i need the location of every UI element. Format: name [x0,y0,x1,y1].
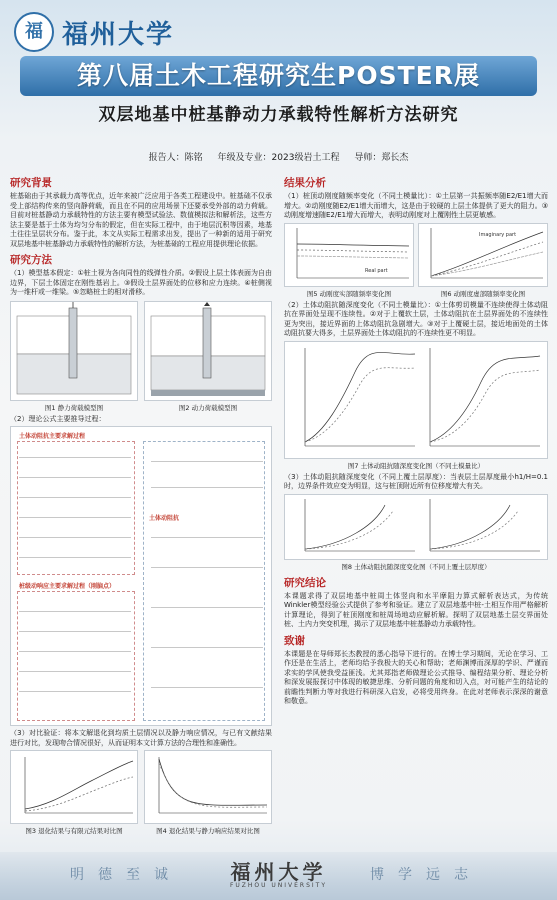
university-name: 福州大学 [62,20,175,50]
fig4-plot [145,751,271,823]
fig3-caption: 图3 退化结果与有限元结果对比图 [25,827,123,835]
section-method-title: 研究方法 [10,254,52,266]
fig6-plot [419,224,547,286]
thanks-text: 本课题是在导师郑长杰教授的悉心指导下进行的。在博士学习期间，无论在学习、工作还是在生活上，老师均给予我极大的关心和帮助；老师渊博而深厚的学识、严谨而求实的学风使我受益匪浅。尤其郑指老师做理论公式推导、编程结果分析、理论分析和深发展报探讨中体现的敏捷思维、分析问题的角度和切入点，对可能产生的结论的前瞻性判断力等对我进行科研深入启发，必将受用终身。在此对老师表示深深的谢意和敬意。 [284,649,548,705]
dynamic-model-drawing [145,302,271,400]
fig3-block [10,750,138,835]
validation-figures [10,750,272,835]
fig2-block [144,301,272,412]
fig6-block [418,223,548,298]
university-logo: 福 [14,12,54,52]
model-figures [10,301,272,412]
fig7-chart [284,341,548,459]
fig5-plot [285,224,413,286]
fig2-caption: 图2 动力荷载模型图 [178,403,238,412]
fig5-chart [284,223,414,287]
reporter: 报告人：陈铭 [148,153,203,163]
fig6-chart [418,223,548,287]
equation-line [151,687,263,688]
static-model-drawing [11,302,137,400]
fig8-caption: 图8 土体动阻抗随深度变化图（不同上覆土层厚度） [341,562,491,571]
dynamic-model-figure [144,301,272,401]
equation-line [19,671,131,672]
derivation-flowchart [10,426,272,726]
fig8-chart [284,494,548,560]
poster-title: 双层地基中桩基静动力承载特性解析方法研究 [98,105,459,125]
stiffness-figures [284,223,548,298]
result-2-text: （2）土体动阻抗随深度变化（不同土模量比）：①土体剪切模量不连续使得土体动阻抗在界面处呈现不连续性。②对于上覆软土层，土体动阻抗在土层界面处的不连续性更为突出，接近界面的上体动阻抗急剧增大。③对于上覆硬土层，接近地面处的土体动阻抗要大得多，土层界面处土体动阻抗的不连续性更不明显。 [284,300,548,337]
fig7-caption: 图7 土体动阻抗随深度变化图（不同土模量比） [347,461,485,470]
fig5-caption: 图5 动刚度实部随频率变化图 [306,289,392,298]
equation-line [19,457,131,458]
fig5-legend-real: Real part [365,267,388,274]
fig3-chart [10,750,138,824]
conclusion-text: 本课题求得了双层地基中桩周土体竖向和水平摩阻力算式解析表达式，为传统Winkler模型经验公式提供了参考和验证。建立了双层地基中桩-土相互作用严格解析计算理论，得到了桩顶刚度和桩周场地动应解析解。探明了双层地基土层交界面处桩、土内力突变机理，揭示了双层地基中桩基静动力承载特性。 [284,591,548,628]
equation-line [151,607,263,608]
author-line [0,150,557,163]
comparison-text: （3）对比验证：将本文解退化到均质土层情况以及静力响应情况，与已有文献结果进行对比，发现吻合情况很好，从而证明本文计算方法的合理性和准确性。 [10,729,272,747]
equation-line [19,651,131,652]
motto-right: 博学远志 [370,867,482,883]
equation-line [151,487,263,488]
fig5-block [284,223,414,298]
flow-tag-soil: 土体动阻抗主要求解过程 [19,433,86,440]
section-background-title: 研究背景 [10,177,52,189]
equation-line [151,647,263,648]
fig4-block [144,750,272,835]
section-thanks-title: 致谢 [284,634,305,647]
left-column [10,172,272,835]
fig6-caption: 图6 动刚度虚部随频率变化图 [440,289,526,298]
equation-line [19,557,131,558]
fig7-plot [285,342,547,458]
fig1-block [10,301,138,412]
poster-footer [0,852,557,900]
flow-tag-pile: 桩级动响应主要求解过程（刚脑点） [19,583,116,590]
equation-line [19,611,131,612]
right-column [284,172,548,707]
fig4-caption: 图4 退化结果与静力响应结果对比图 [156,827,260,835]
equation-line [19,631,131,632]
section-results-title: 结果分析 [284,177,326,189]
equation-line [19,477,131,478]
motto-left: 明德至诚 [70,867,182,883]
fig6-legend-imag: Imaginary part [479,231,517,238]
section-background-text: 桩基础由于其承载力高等优点，近年来被广泛应用于各类工程建设中。桩基础不仅承受上部结构传来的竖向静荷载，而且在不同的应用场景下还要承受外部的动力荷载。目前对桩基静动力承载特性的方法主要有模型试验法、数值模拟法和解析法，这些方法主要是基于土体为均匀分布的假定，但在实际工程中，由于地层沉积等因素，地基土往往呈层状分布。鉴于此，本文从实际工程需求出发，提出了一种新的适用于研究双层地基中桩基静动力承载特性的解析方法，为桩基础的工程应用提供理论依据。 [10,192,272,248]
expo-banner: 第八届土木工程研究生POSTER展 [20,56,537,96]
fig1-caption: 图1 静力荷载模型图 [44,403,104,412]
equation-line [19,517,131,518]
flow-tag-impedance: 土体动阻抗 [149,515,180,522]
equation-line [19,537,131,538]
soil-derivation-box [17,441,135,575]
fig4-chart [144,750,272,824]
result-3-text: （3）土体动阻抗随深度变化（不同上覆土层厚度）：当表层土层厚度最小h1/H=0.1时，边界条件效应变为明显，这与桩顶附近所有位移度增大有关。 [284,472,548,490]
equation-line [151,461,263,462]
static-model-figure [10,301,138,401]
result-1-text: （1）桩顶动刚度随频率变化（不同土模量比）：①土层第一共振频率随E2/E1增大而增大。②动刚度随E2/E1增大而增大，这是由于较硬的上层土体提供了更大的阻力。③动刚度增速随E2/E1增大而增大，表明动刚度对上覆刚性土层更敏感。 [284,192,548,219]
fig3-plot [11,751,137,823]
equation-line [19,497,131,498]
section-conclusion-title: 研究结论 [284,576,326,589]
fig8-plot [285,495,547,559]
footer-university: 福州大学 [230,860,327,884]
footer-university-en: FUZHOU UNIVERSITY [229,882,327,889]
poster-header [0,0,557,150]
advisor: 导师：郑长杰 [354,153,409,163]
grade-major: 年级及专业：2023级岩土工程 [217,153,340,163]
equation-line [151,537,263,538]
theory-intro: （2）理论公式主要推导过程： [10,414,106,423]
result-derivation-box [143,441,265,721]
method-assumptions: （1）模型基本假定：①桩土视为各向同性的线弹性介质。②假设上层土体表面为自由边界，下层土体固定在刚性基岩上。③假设土层界面处的位移和应力连续。④桩侧视为一维杆或一维梁。⑤忽略桩土的相对滑移。 [10,269,273,296]
equation-line [151,567,263,568]
equation-line [19,691,131,692]
